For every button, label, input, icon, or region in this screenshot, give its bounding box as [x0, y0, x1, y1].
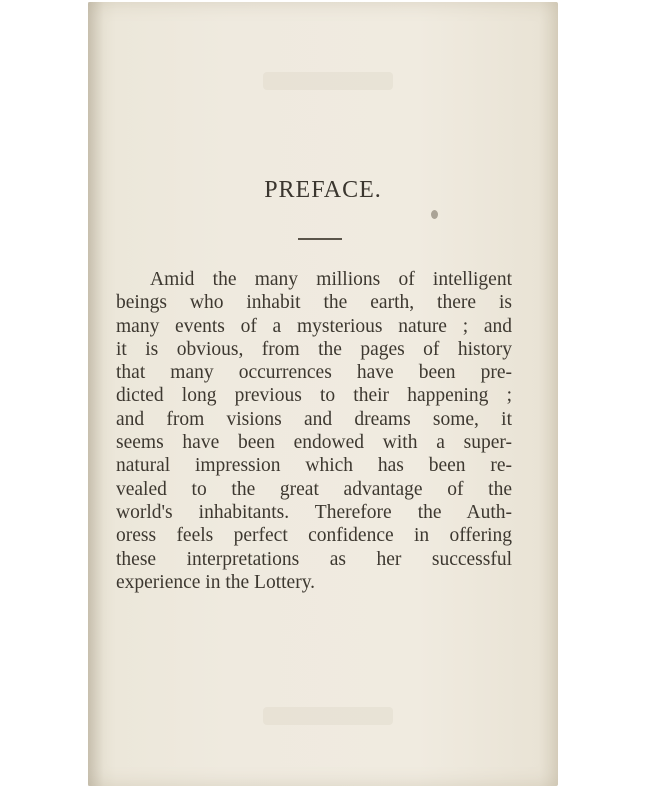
bleed-through-mark: [263, 72, 393, 90]
ink-speck: [431, 210, 438, 219]
text-line: these interpretations as her successful: [116, 548, 512, 570]
bleed-through-mark: [263, 707, 393, 725]
text-line: it is obvious, from the pages of history: [116, 338, 512, 360]
text-line: seems have been endowed with a super-: [116, 432, 512, 454]
text-line: oress feels perfect confidence in offering: [116, 525, 512, 547]
text-line: that many occurrences have been pre-: [116, 362, 512, 384]
book-page: [88, 2, 558, 786]
text-line: natural impression which has been re-: [116, 455, 512, 477]
text-line: dicted long previous to their happening ;: [116, 385, 512, 407]
preface-paragraph: [116, 268, 512, 594]
text-line: and from visions and dreams some, it: [116, 408, 512, 430]
page-title: PREFACE.: [264, 177, 382, 203]
text-line: beings who inhabit the earth, there is: [116, 292, 512, 314]
text-line: Amid the many millions of intelligent: [150, 269, 512, 290]
text-line: vealed to the great advantage of the: [116, 478, 512, 500]
text-line: experience in the Lottery.: [116, 571, 316, 593]
title-divider: [298, 238, 342, 240]
text-line: many events of a mysterious nature ; and: [116, 315, 512, 337]
text-line: world's inhabitants. Therefore the Auth-: [116, 501, 512, 523]
